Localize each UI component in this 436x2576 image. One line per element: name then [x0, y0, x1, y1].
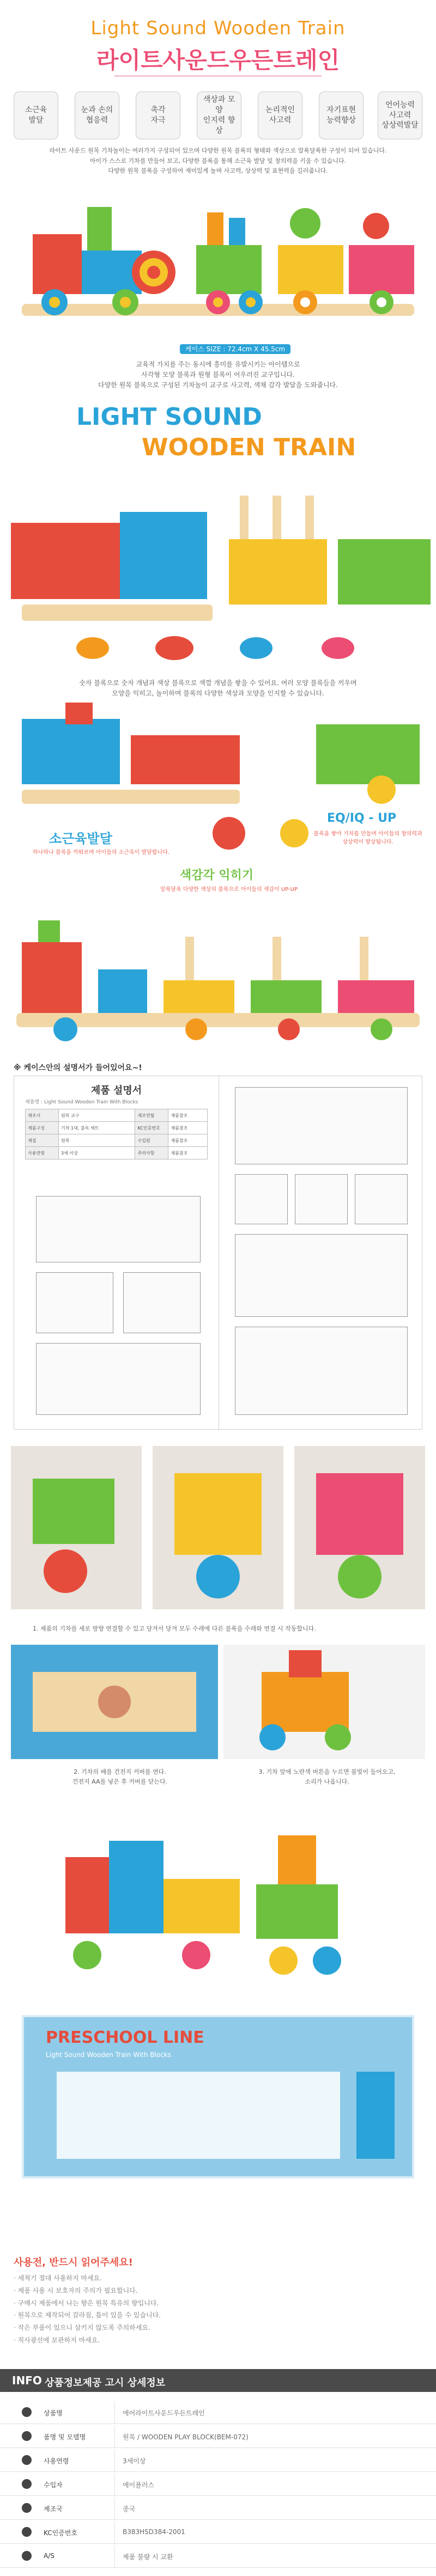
- table-row: [0, 2402, 436, 2424]
- bullet-icon: [22, 2527, 32, 2537]
- manual-sketch-part: [36, 1272, 113, 1333]
- info-value: 에이플러스: [123, 2481, 154, 2489]
- table-row: [0, 2546, 436, 2568]
- callout-eq: EQ/IQ - UP: [327, 811, 397, 825]
- info-key: 사용연령: [44, 2457, 69, 2465]
- info-title: 상품정보제공 고시 상세정보: [45, 2377, 166, 2389]
- step1-photos: [0, 1440, 436, 1620]
- notice-title: 사용전, 반드시 읽어주세요!: [14, 2257, 133, 2268]
- step1-illustration: [0, 1440, 436, 1620]
- product-photo-callouts: [0, 703, 436, 899]
- info-key: A/S: [44, 2552, 55, 2560]
- manual-sketch-step: [295, 1174, 348, 1224]
- feature-badges: [14, 91, 422, 142]
- info-key: 상품명: [44, 2409, 63, 2417]
- train-parts-illustration: [0, 479, 436, 675]
- step3-caption: 3. 기차 앞에 노란색 버튼을 누르면 불빛이 들어오고, 소리가 나옵니다.: [258, 1768, 396, 1785]
- info-key: 수입자: [44, 2481, 63, 2489]
- info-value: B383HSD384-2001: [123, 2528, 185, 2536]
- manual-sketch-train: [36, 1196, 201, 1262]
- table-row: [0, 2426, 436, 2448]
- manual-sketch-part: [123, 1272, 201, 1333]
- description-2: 숫자 블록으로 숫자 개념과 색상 블록으로 색깔 개념을 쌓을 수 있어요. 여러 모양 블록들을 끼우며 모양을 익히고, 놀이하며 블록의 다양한 색상과 모양을 인지할 수 있습니다.: [79, 679, 357, 698]
- bullet-icon: [22, 2479, 32, 2489]
- info-key: 제조국: [44, 2505, 63, 2513]
- title-underline: [114, 75, 322, 77]
- feature-badge: 촉각 자극: [136, 91, 180, 139]
- bullet-icon: [22, 2551, 32, 2561]
- spec-value: 원목 교구: [59, 1109, 135, 1122]
- callout-color: 색감각 익히기: [180, 869, 254, 882]
- spec-key: 사용연령: [26, 1147, 59, 1159]
- title-english: Light Sound Wooden Train: [90, 17, 346, 39]
- box-window: [57, 2072, 340, 2159]
- manual-sketch-blocks: [36, 1343, 201, 1415]
- manual-heading: ※ 케이스안의 설명서가 들어있어요~!: [14, 1064, 142, 1072]
- spec-value: 3세 이상: [59, 1147, 135, 1159]
- manual-spec-table: [25, 1109, 208, 1159]
- train-illustration: [0, 174, 436, 338]
- long-train-illustration: [0, 904, 436, 1051]
- manual-subtitle: 제품명 : Light Sound Wooden Train With Blocks: [25, 1100, 138, 1105]
- info-key: KC인증번호: [44, 2529, 77, 2537]
- feature-badge: 눈과 손의 협응력: [75, 91, 119, 139]
- table-row: [0, 2498, 436, 2520]
- info-value: 중국: [123, 2505, 136, 2513]
- info-value: 제품 불량 시 교환: [123, 2553, 173, 2561]
- table-row: [0, 2522, 436, 2544]
- notice-section: [14, 2255, 422, 2364]
- logo-line-1: LIGHT SOUND: [76, 403, 262, 431]
- callout-eq-sub: 블록을 쌓아 기차를 만들며 아이들의 창의력과 상상력이 향상됩니다.: [313, 831, 422, 845]
- box-side-panel: [356, 2072, 395, 2159]
- spec-key: 제품구성: [26, 1122, 59, 1134]
- spec-value: 제품참조: [168, 1109, 208, 1122]
- callout-fine-motor: 소근육발달: [49, 831, 112, 846]
- product-box: [22, 2015, 414, 2178]
- manual-sketch-step: [235, 1174, 288, 1224]
- bullet-icon: [22, 2503, 32, 2513]
- step1-caption: 1. 제품의 기차를 세로 방향 연결할 수 있고 당겨서 당겨 모두 수레에 다른 블록을 수레와 연결 시 작동합니다.: [33, 1625, 316, 1632]
- box-title: Light Sound Wooden Train With Blocks: [46, 2051, 172, 2059]
- header: [0, 0, 436, 82]
- bullet-icon: [22, 2455, 32, 2465]
- intro-text: 라이트 사운드 원목 기차놀이는 여러가지 구성되어 있으며 다양한 원목 블록의 형태와 색상으로 알록달록한 구성이 되어 있습니다. 아이가 스스로 기차를 만들어 보고, 다양한 블록을 통해 소근육 발달 및 창의력을 키울 수 있습니다. 다양한 원목 블록을 구성하여 재미있게 놀며 사고력, 상상력 및 표현력을 길러줍니다.: [49, 147, 387, 175]
- callout-color-sub: 알록달록 다양한 색상의 블록으로 아이들의 색감이 UP-UP: [160, 887, 298, 893]
- table-row: [26, 1134, 208, 1147]
- table-row: [26, 1147, 208, 1159]
- product-logo: [76, 403, 360, 468]
- product-photo-long-train: [0, 904, 436, 1051]
- product-photo-hero: [0, 174, 436, 338]
- bullet-icon: [22, 2431, 32, 2441]
- spec-key: 제조연월: [135, 1109, 168, 1122]
- info-header: [0, 2369, 436, 2392]
- info-value: 에어라이트사운드우든트레인: [123, 2409, 205, 2417]
- info-value: 원목 / WOODEN PLAY BLOCK(BEM-072): [123, 2433, 249, 2441]
- spec-value: 제품참조: [168, 1134, 208, 1147]
- bullet-icon: [22, 2407, 32, 2417]
- spec-key: 재질: [26, 1134, 59, 1147]
- full-train-illustration: [0, 1797, 436, 1993]
- info-label: INFO: [12, 2374, 42, 2387]
- spec-value: 원목: [59, 1134, 135, 1147]
- info-value: 3세이상: [123, 2457, 146, 2465]
- step2-3-illustration: [0, 1639, 436, 1765]
- logo-line-2: WOODEN TRAIN: [142, 434, 356, 461]
- manual-sketch-assembly: [235, 1087, 408, 1164]
- callout-fine-motor-sub: 하나하나 블록을 끼워보며 아이들의 소근육이 발달합니다.: [33, 850, 169, 856]
- manual-left-page: [14, 1076, 219, 1430]
- manual-box: [14, 1076, 422, 1430]
- manual-sketch-battery: [235, 1234, 408, 1317]
- notice-list: · 세척기 절대 사용하지 마세요. · 제품 사용 시 보호자의 주의가 필요합니다. · 구매시 제품에서 나는 향은 원목 특유의 향입니다. · 원목으로 제작되어 갈라짐, 틈이 있을 수 있습니다. · 작은 부품이 있으니 삼키지 않도록 주의하세요. · 직사광선에 보관하지 마세요.: [14, 2274, 161, 2344]
- case-size-label: 케이스 SIZE : 72.4cm X 45.5cm: [180, 344, 290, 354]
- step2-3-photos: [0, 1639, 436, 1765]
- spec-value: 기차 1대, 블록 세트: [59, 1122, 135, 1134]
- size-description: 교육적 가치를 주는 동시에 흥미를 유발시키는 아이템으로 사각형 모양 블록과 원형 블록이 어우러진 교구입니다. 다양한 원목 블록으로 구성된 기차놀이 교구로 사고력, 색채 감각 발달을 도와줍니다.: [98, 361, 338, 389]
- feature-badge: 소근육 발달: [14, 91, 58, 139]
- spec-key: 제조사: [26, 1109, 59, 1122]
- step2-caption: 2. 기차의 배를 건전지 커버를 연다. 건전지 AA를 넣은 후 커버를 닫는다.: [72, 1768, 168, 1785]
- manual-title: 제품 설명서: [90, 1085, 142, 1096]
- feature-badge: 자기표현 능력향상: [319, 91, 364, 139]
- manual-right-page: [219, 1076, 423, 1430]
- spec-value: 제품참조: [168, 1122, 208, 1134]
- spec-value: 제품참조: [168, 1147, 208, 1159]
- feature-badge: 언어능력 사고력 상상력발달: [378, 91, 422, 139]
- box-brand: PRESCHOOL LINE: [46, 2028, 204, 2047]
- feature-badge: 색상과 모양 인지력 향상: [197, 91, 241, 139]
- manual-sketch-step: [355, 1174, 408, 1224]
- table-row: [26, 1109, 208, 1122]
- feature-badge: 논리적인 사고력: [258, 91, 302, 139]
- title-korean: 라이트사운드우든트레인: [96, 47, 340, 74]
- product-photo-parts: [0, 479, 436, 675]
- info-key: 품명 및 모델명: [44, 2433, 86, 2441]
- spec-key: KC인증번호: [135, 1122, 168, 1134]
- table-row: [0, 2474, 436, 2496]
- manual-sketch-final: [235, 1327, 408, 1415]
- table-row: [0, 2450, 436, 2472]
- spec-key: 수입원: [135, 1134, 168, 1147]
- case-size-pill: [180, 343, 290, 353]
- spec-key: 주의사항: [135, 1147, 168, 1159]
- table-row: [26, 1122, 208, 1134]
- product-photo-full: [0, 1797, 436, 1993]
